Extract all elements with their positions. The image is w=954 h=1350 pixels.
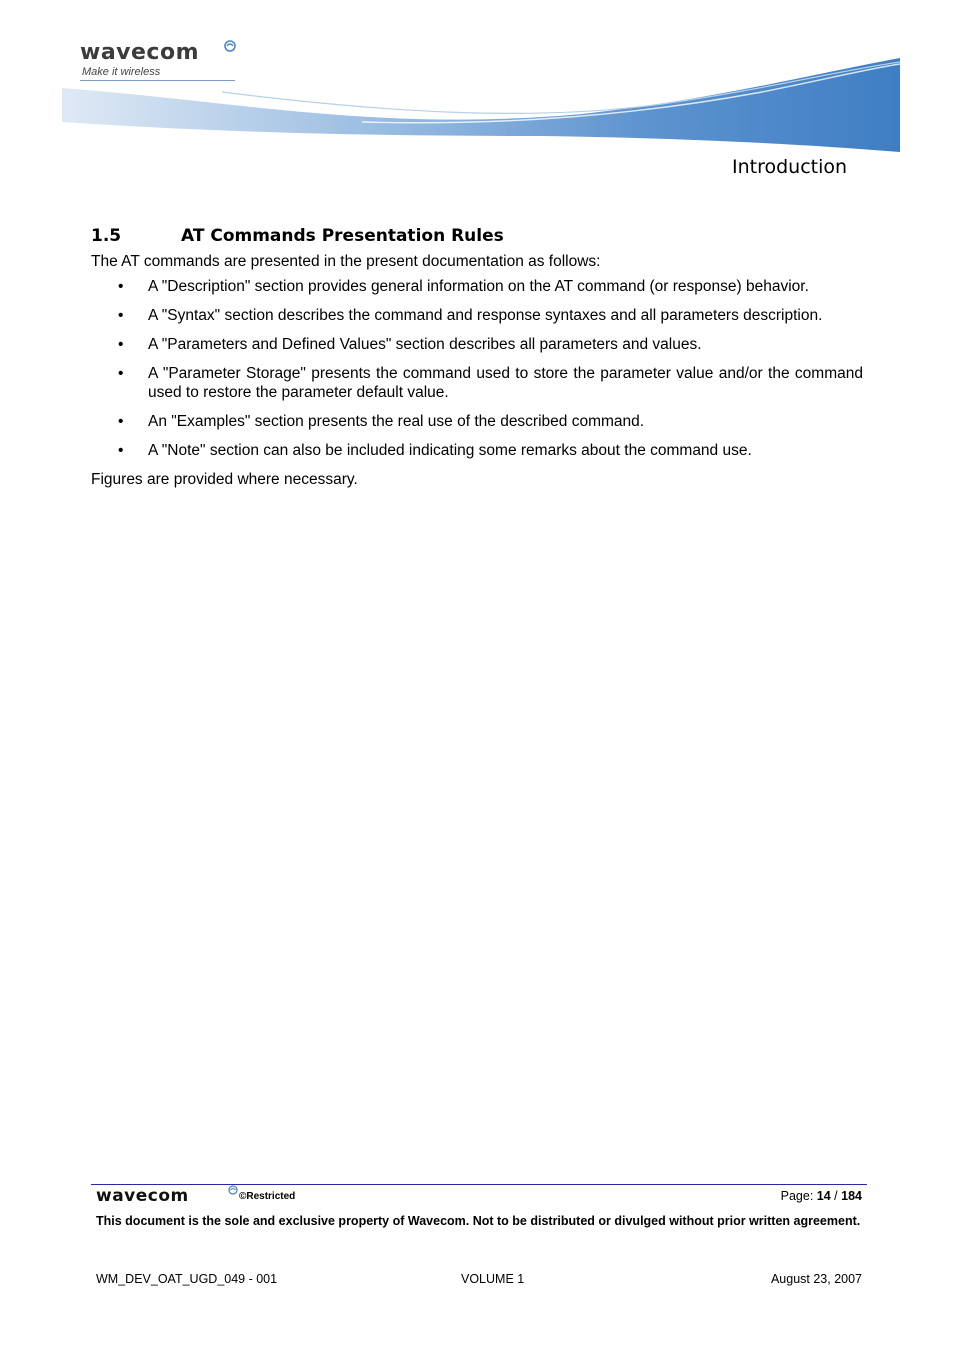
list-item: [91, 306, 863, 325]
logo-wordmark: wavecom: [80, 40, 200, 65]
volume-label: VOLUME 1: [461, 1272, 525, 1286]
page-total: 184: [841, 1189, 862, 1203]
bullet-icon: •: [118, 336, 124, 353]
footer-divider: [91, 1184, 867, 1185]
document-date: August 23, 2007: [770, 1272, 862, 1286]
bullet-icon: •: [118, 278, 124, 295]
list-item: [91, 412, 863, 431]
page-separator: /: [834, 1189, 838, 1203]
list-item-text: A "Description" section provides general information on the AT command (or response) behavior.: [148, 278, 809, 295]
logo-swirl-icon: [224, 40, 236, 52]
property-notice: This document is the sole and exclusive property of Wavecom. Not to be distributed or divulged without prior written agreement.: [96, 1214, 861, 1228]
list-item-text: An "Examples" section presents the real use of the described command.: [148, 413, 645, 430]
list-item: [91, 364, 863, 402]
restricted-label: ©Restricted: [239, 1191, 296, 1202]
list-item: [91, 277, 863, 296]
list-item-text: A "Syntax" section describes the command and response syntaxes and all parameters description.: [148, 307, 823, 324]
document-body: [91, 226, 863, 489]
list-item-text: A "Note" section can also be included indicating some remarks about the command use.: [148, 442, 752, 459]
footer-logo-swirl-icon: [228, 1185, 238, 1195]
bullet-list: [91, 277, 863, 460]
header-wave-banner: [62, 52, 900, 156]
section-heading: [91, 226, 863, 246]
page-label: Page:: [780, 1189, 814, 1203]
bullet-icon: •: [118, 413, 124, 430]
section-number: 1.5: [91, 226, 122, 246]
chapter-title: Introduction: [732, 156, 848, 178]
list-item: [91, 441, 863, 460]
page-current: 14: [816, 1189, 831, 1203]
bullet-icon: •: [118, 307, 124, 324]
footer-logo-wordmark: wavecom: [96, 1186, 189, 1206]
closing-paragraph: Figures are provided where necessary.: [91, 471, 358, 488]
document-id: WM_DEV_OAT_UGD_049 - 001: [96, 1272, 278, 1286]
page-indicator: [781, 1189, 862, 1203]
section-heading-title: AT Commands Presentation Rules: [181, 226, 504, 246]
bullet-icon: •: [118, 365, 124, 382]
intro-paragraph: The AT commands are presented in the present documentation as follows:: [91, 253, 601, 270]
list-item-text: A "Parameters and Defined Values" section describes all parameters and values.: [148, 336, 702, 353]
bullet-icon: •: [118, 442, 124, 459]
list-item-text: A "Parameter Storage" presents the command used to store the parameter value and/or the command used to restore the parameter default value.: [148, 365, 863, 401]
logo-tagline: Make it wireless: [82, 66, 161, 78]
list-item: [91, 335, 863, 354]
